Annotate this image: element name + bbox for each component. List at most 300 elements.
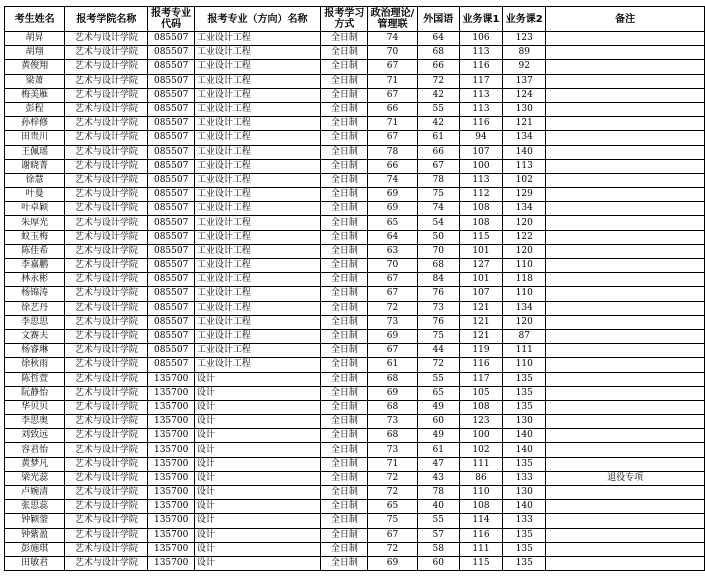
cell-name: 徐艺丹 [5,301,65,315]
table-row [5,471,705,485]
cell-major-code: 085507 [148,173,194,187]
cell-course2: 122 [503,230,546,244]
cell-major-code: 085507 [148,301,194,315]
cell-study-mode: 全日制 [321,230,368,244]
cell-foreign-language: 78 [417,173,459,187]
cell-politics: 63 [368,244,417,258]
table-row [5,372,705,386]
cell-name: 王佩瑶 [5,145,65,159]
cell-politics: 67 [368,131,417,145]
cell-college: 艺术与设计学院 [65,259,148,273]
table-row [5,514,705,528]
cell-foreign-language: 49 [417,400,459,414]
cell-name: 叶卓颖 [5,202,65,216]
header-row [5,7,705,32]
cell-major-code: 085507 [148,102,194,116]
cell-course2: 134 [503,202,546,216]
table-row [5,88,705,102]
cell-course2: 140 [503,145,546,159]
cell-major-code: 085507 [148,329,194,343]
table-row [5,457,705,471]
table-row [5,344,705,358]
header-major-code: 报考专业代码 [148,7,194,32]
cell-study-mode: 全日制 [321,528,368,542]
cell-remark [546,287,705,301]
cell-study-mode: 全日制 [321,259,368,273]
cell-college: 艺术与设计学院 [65,159,148,173]
cell-remark [546,173,705,187]
table-row [5,500,705,514]
score-sheet [4,6,705,571]
cell-foreign-language: 64 [417,32,459,46]
table-row [5,386,705,400]
cell-study-mode: 全日制 [321,415,368,429]
cell-major-code: 085507 [148,131,194,145]
cell-major-code: 135700 [148,556,194,570]
cell-course2: 123 [503,32,546,46]
cell-foreign-language: 61 [417,131,459,145]
cell-study-mode: 全日制 [321,457,368,471]
cell-study-mode: 全日制 [321,74,368,88]
cell-remark [546,514,705,528]
cell-politics: 73 [368,315,417,329]
cell-politics: 70 [368,259,417,273]
cell-politics: 64 [368,230,417,244]
cell-name: 李思奥 [5,415,65,429]
cell-course1: 115 [459,230,502,244]
cell-course1: 116 [459,60,502,74]
cell-course1: 100 [459,159,502,173]
cell-college: 艺术与设计学院 [65,287,148,301]
cell-politics: 67 [368,344,417,358]
cell-remark [546,102,705,116]
cell-remark [546,273,705,287]
cell-study-mode: 全日制 [321,471,368,485]
cell-major-code: 085507 [148,188,194,202]
cell-course1: 121 [459,329,502,343]
cell-course1: 113 [459,46,502,60]
cell-remark [546,457,705,471]
cell-remark [546,46,705,60]
cell-remark [546,415,705,429]
cell-course1: 108 [459,216,502,230]
header-course2: 业务课2 [503,7,546,32]
cell-study-mode: 全日制 [321,88,368,102]
cell-college: 艺术与设计学院 [65,329,148,343]
cell-major-code: 085507 [148,216,194,230]
cell-politics: 71 [368,457,417,471]
cell-name: 谢晓菁 [5,159,65,173]
cell-course1: 127 [459,259,502,273]
cell-major-code: 085507 [148,74,194,88]
cell-politics: 71 [368,74,417,88]
cell-major-code: 135700 [148,471,194,485]
cell-name: 彭程 [5,102,65,116]
cell-major-name: 工业设计工程 [194,117,320,131]
cell-foreign-language: 40 [417,500,459,514]
table-row [5,145,705,159]
cell-study-mode: 全日制 [321,400,368,414]
cell-remark [546,329,705,343]
cell-remark [546,216,705,230]
cell-politics: 72 [368,471,417,485]
cell-course2: 140 [503,443,546,457]
cell-course1: 100 [459,429,502,443]
table-row [5,315,705,329]
cell-course2: 120 [503,315,546,329]
cell-course1: 121 [459,315,502,329]
cell-name: 田敏君 [5,556,65,570]
cell-study-mode: 全日制 [321,117,368,131]
cell-college: 艺术与设计学院 [65,230,148,244]
cell-politics: 71 [368,117,417,131]
cell-name: 刘致远 [5,429,65,443]
cell-study-mode: 全日制 [321,145,368,159]
cell-remark [546,188,705,202]
cell-major-code: 135700 [148,415,194,429]
cell-politics: 72 [368,301,417,315]
table-row [5,188,705,202]
cell-major-name: 工业设计工程 [194,32,320,46]
cell-major-name: 工业设计工程 [194,273,320,287]
cell-politics: 68 [368,429,417,443]
cell-college: 艺术与设计学院 [65,88,148,102]
cell-course1: 119 [459,344,502,358]
header-politics: 政治理论/管理联 [368,7,417,32]
cell-major-name: 工业设计工程 [194,216,320,230]
header-college: 报考学院名称 [65,7,148,32]
cell-foreign-language: 75 [417,188,459,202]
table-row [5,173,705,187]
cell-remark [546,230,705,244]
cell-course2: 102 [503,173,546,187]
cell-study-mode: 全日制 [321,273,368,287]
table-body [5,32,705,571]
cell-foreign-language: 66 [417,60,459,74]
cell-remark: 退役专项 [546,471,705,485]
cell-name: 叶曼 [5,188,65,202]
cell-study-mode: 全日制 [321,315,368,329]
cell-name: 容君怡 [5,443,65,457]
cell-study-mode: 全日制 [321,32,368,46]
cell-course1: 111 [459,457,502,471]
table-row [5,329,705,343]
cell-foreign-language: 68 [417,46,459,60]
cell-college: 艺术与设计学院 [65,32,148,46]
cell-course2: 134 [503,131,546,145]
cell-college: 艺术与设计学院 [65,244,148,258]
cell-name: 胡翔 [5,46,65,60]
cell-remark [546,542,705,556]
cell-course2: 135 [503,400,546,414]
cell-college: 艺术与设计学院 [65,358,148,372]
cell-foreign-language: 55 [417,514,459,528]
cell-major-code: 085507 [148,32,194,46]
cell-course2: 140 [503,429,546,443]
cell-name: 孙梓修 [5,117,65,131]
table-row [5,556,705,570]
cell-study-mode: 全日制 [321,102,368,116]
cell-foreign-language: 57 [417,528,459,542]
cell-name: 彭施琪 [5,542,65,556]
cell-politics: 72 [368,486,417,500]
cell-study-mode: 全日制 [321,60,368,74]
cell-major-name: 设计 [194,415,320,429]
cell-major-name: 工业设计工程 [194,301,320,315]
cell-course1: 107 [459,287,502,301]
cell-foreign-language: 65 [417,386,459,400]
cell-study-mode: 全日制 [321,202,368,216]
cell-politics: 72 [368,542,417,556]
cell-foreign-language: 60 [417,556,459,570]
cell-course2: 87 [503,329,546,343]
cell-study-mode: 全日制 [321,386,368,400]
cell-course2: 130 [503,486,546,500]
cell-major-code: 135700 [148,528,194,542]
cell-course2: 130 [503,415,546,429]
cell-course2: 140 [503,500,546,514]
cell-major-code: 085507 [148,344,194,358]
cell-politics: 74 [368,32,417,46]
cell-course2: 120 [503,216,546,230]
cell-major-name: 设计 [194,486,320,500]
header-remark: 备注 [546,7,705,32]
cell-college: 艺术与设计学院 [65,556,148,570]
cell-major-name: 工业设计工程 [194,315,320,329]
cell-course2: 89 [503,46,546,60]
table-row [5,259,705,273]
cell-remark [546,202,705,216]
cell-college: 艺术与设计学院 [65,173,148,187]
cell-politics: 69 [368,386,417,400]
cell-foreign-language: 49 [417,429,459,443]
cell-course1: 117 [459,74,502,88]
cell-study-mode: 全日制 [321,542,368,556]
cell-course1: 113 [459,88,502,102]
cell-politics: 61 [368,358,417,372]
cell-foreign-language: 42 [417,117,459,131]
cell-remark [546,358,705,372]
cell-college: 艺术与设计学院 [65,486,148,500]
cell-course1: 114 [459,514,502,528]
cell-major-code: 085507 [148,287,194,301]
cell-name: 华贝贝 [5,400,65,414]
cell-major-name: 工业设计工程 [194,329,320,343]
cell-major-code: 135700 [148,386,194,400]
cell-major-code: 135700 [148,443,194,457]
cell-course1: 116 [459,528,502,542]
cell-politics: 69 [368,329,417,343]
cell-foreign-language: 55 [417,102,459,116]
cell-remark [546,74,705,88]
table-row [5,216,705,230]
table-row [5,117,705,131]
table-row [5,415,705,429]
cell-course2: 134 [503,301,546,315]
cell-remark [546,400,705,414]
cell-course1: 101 [459,273,502,287]
cell-study-mode: 全日制 [321,358,368,372]
cell-study-mode: 全日制 [321,216,368,230]
cell-major-name: 工业设计工程 [194,74,320,88]
cell-name: 田贵川 [5,131,65,145]
cell-course2: 111 [503,344,546,358]
cell-major-name: 设计 [194,372,320,386]
cell-politics: 69 [368,202,417,216]
cell-politics: 66 [368,159,417,173]
cell-course1: 106 [459,32,502,46]
cell-major-code: 085507 [148,202,194,216]
cell-name: 林永彬 [5,273,65,287]
table-row [5,287,705,301]
table-header [5,7,705,32]
cell-politics: 73 [368,443,417,457]
cell-major-name: 工业设计工程 [194,131,320,145]
cell-name: 钟紫盈 [5,528,65,542]
cell-major-code: 085507 [148,230,194,244]
cell-major-code: 135700 [148,500,194,514]
cell-foreign-language: 47 [417,457,459,471]
cell-politics: 65 [368,216,417,230]
cell-remark [546,500,705,514]
cell-major-name: 设计 [194,457,320,471]
cell-name: 蚁玉梅 [5,230,65,244]
cell-course1: 108 [459,400,502,414]
cell-major-code: 085507 [148,244,194,258]
cell-course1: 116 [459,358,502,372]
cell-foreign-language: 50 [417,230,459,244]
cell-college: 艺术与设计学院 [65,202,148,216]
cell-major-name: 工业设计工程 [194,259,320,273]
table-row [5,429,705,443]
cell-course2: 113 [503,159,546,173]
cell-college: 艺术与设计学院 [65,386,148,400]
cell-major-name: 工业设计工程 [194,46,320,60]
cell-name: 杨睿琳 [5,344,65,358]
cell-college: 艺术与设计学院 [65,131,148,145]
cell-foreign-language: 78 [417,486,459,500]
cell-college: 艺术与设计学院 [65,443,148,457]
cell-major-name: 设计 [194,542,320,556]
table-row [5,542,705,556]
cell-study-mode: 全日制 [321,173,368,187]
cell-major-name: 工业设计工程 [194,244,320,258]
cell-name: 钟颖蓥 [5,514,65,528]
cell-course2: 110 [503,259,546,273]
cell-politics: 67 [368,273,417,287]
cell-course1: 121 [459,301,502,315]
cell-foreign-language: 70 [417,244,459,258]
cell-foreign-language: 84 [417,273,459,287]
cell-course1: 107 [459,145,502,159]
cell-major-name: 工业设计工程 [194,287,320,301]
cell-course2: 92 [503,60,546,74]
cell-remark [546,486,705,500]
cell-college: 艺术与设计学院 [65,471,148,485]
cell-name: 梁光蕊 [5,471,65,485]
cell-study-mode: 全日制 [321,131,368,145]
cell-politics: 69 [368,188,417,202]
cell-college: 艺术与设计学院 [65,372,148,386]
table-row [5,528,705,542]
cell-remark [546,301,705,315]
cell-politics: 78 [368,145,417,159]
cell-name: 文赛夫 [5,329,65,343]
cell-course1: 115 [459,556,502,570]
cell-name: 张思蕊 [5,500,65,514]
cell-college: 艺术与设计学院 [65,145,148,159]
table-row [5,486,705,500]
cell-remark [546,386,705,400]
cell-college: 艺术与设计学院 [65,102,148,116]
cell-remark [546,131,705,145]
cell-foreign-language: 72 [417,74,459,88]
table-row [5,443,705,457]
cell-course1: 101 [459,244,502,258]
cell-foreign-language: 43 [417,471,459,485]
cell-course2: 135 [503,542,546,556]
cell-foreign-language: 68 [417,259,459,273]
table-row [5,46,705,60]
cell-major-code: 085507 [148,145,194,159]
cell-foreign-language: 61 [417,443,459,457]
cell-name: 李嘉鹏 [5,259,65,273]
cell-major-code: 135700 [148,429,194,443]
cell-course1: 94 [459,131,502,145]
cell-course1: 110 [459,486,502,500]
cell-foreign-language: 67 [417,159,459,173]
cell-college: 艺术与设计学院 [65,216,148,230]
table-row [5,301,705,315]
cell-politics: 65 [368,500,417,514]
cell-major-code: 085507 [148,358,194,372]
table-row [5,60,705,74]
cell-study-mode: 全日制 [321,287,368,301]
cell-college: 艺术与设计学院 [65,457,148,471]
cell-college: 艺术与设计学院 [65,344,148,358]
cell-foreign-language: 42 [417,88,459,102]
cell-foreign-language: 75 [417,329,459,343]
cell-study-mode: 全日制 [321,188,368,202]
cell-course2: 124 [503,88,546,102]
cell-remark [546,32,705,46]
cell-course2: 135 [503,528,546,542]
cell-remark [546,117,705,131]
cell-major-code: 085507 [148,259,194,273]
cell-study-mode: 全日制 [321,443,368,457]
cell-remark [546,60,705,74]
cell-name: 陈哲萱 [5,372,65,386]
cell-study-mode: 全日制 [321,372,368,386]
cell-name: 梁萧 [5,74,65,88]
cell-course1: 112 [459,188,502,202]
cell-politics: 68 [368,400,417,414]
header-name: 考生姓名 [5,7,65,32]
cell-politics: 67 [368,528,417,542]
cell-politics: 73 [368,415,417,429]
table-row [5,244,705,258]
cell-foreign-language: 72 [417,358,459,372]
cell-course1: 105 [459,386,502,400]
cell-course1: 102 [459,443,502,457]
cell-major-name: 工业设计工程 [194,202,320,216]
cell-major-code: 085507 [148,315,194,329]
cell-name: 徐秋雨 [5,358,65,372]
table-row [5,74,705,88]
cell-major-code: 085507 [148,60,194,74]
cell-major-code: 135700 [148,514,194,528]
cell-name: 黄梦凡 [5,457,65,471]
